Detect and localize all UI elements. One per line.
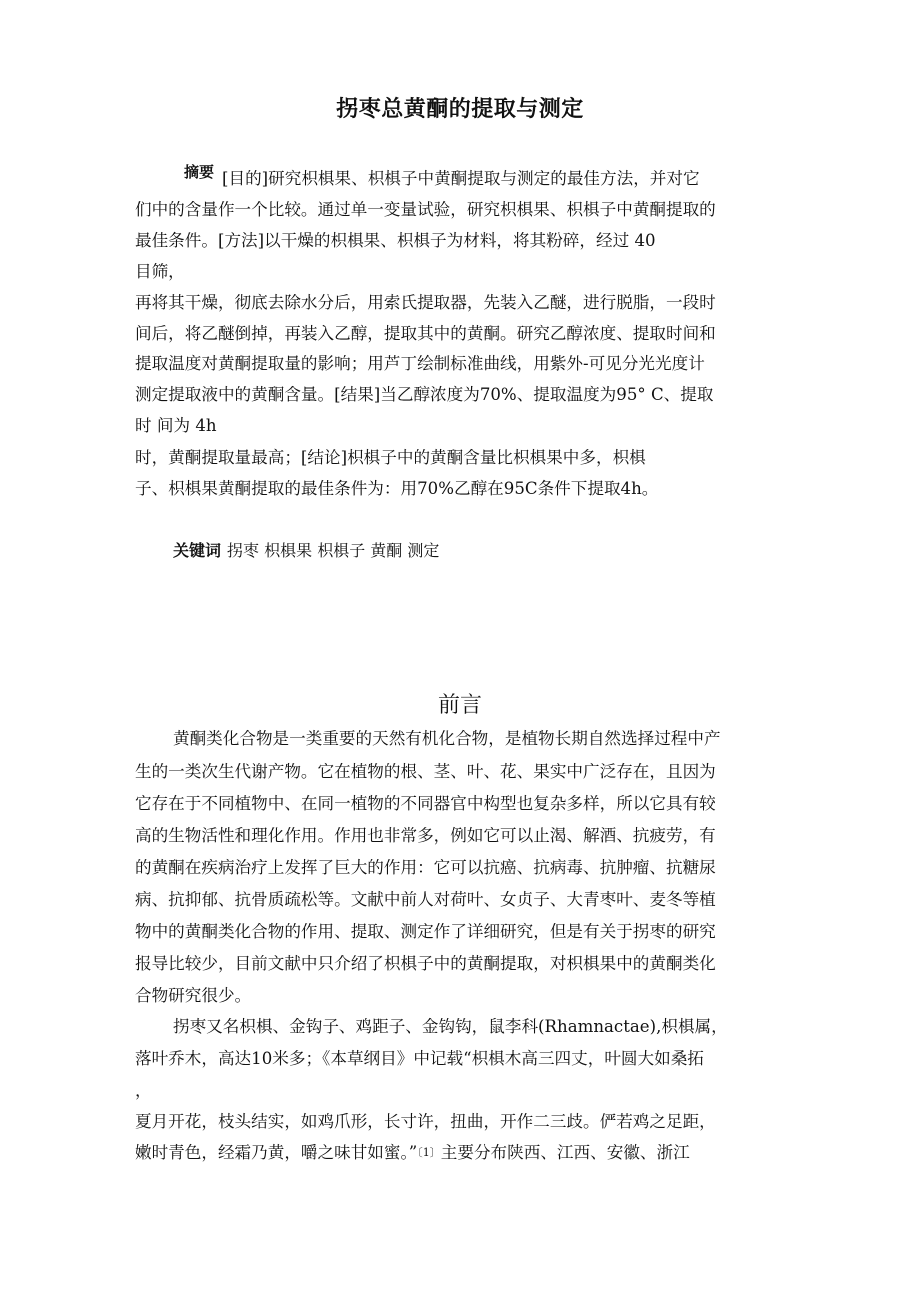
abstract-line: 测定提取液中的黄酮含量。[结果]当乙醇浓度为70%、提取温度为95° C、提取 (135, 385, 714, 404)
intro-line: 高的生物活性和理化作用。作用也非常多，例如它可以止渴、解酒、抗疲劳，有 (135, 826, 716, 845)
abstract-line: 子、枳椇果黄酮提取的最佳条件为：用70%乙醇在95C条件下提取4h。 (135, 479, 659, 498)
document-title: 拐枣总黄酮的提取与测定 (336, 97, 584, 122)
intro-line: 病、抗抑郁、抗骨质疏松等。文献中前人对荷叶、女贞子、大青枣叶、麦冬等植 (135, 890, 716, 909)
abstract-line: 再将其干燥，彻底去除水分后，用索氏提取器，先装入乙醚，进行脱脂，一段时 (135, 293, 716, 312)
abstract-line: 时 间为 4h (135, 416, 217, 435)
section-heading-intro: 前言 (437, 693, 482, 718)
intro-line: 它存在于不同植物中、在同一植物的不同器官中构型也复杂多样，所以它具有较 (135, 794, 716, 813)
keywords-text: 拐枣 枳椇果 枳椇子 黄酮 测定 (227, 541, 440, 560)
keywords-label: 关键词 (173, 541, 222, 560)
intro-line-last (135, 1143, 690, 1163)
intro-line: 物中的黄酮类化合物的作用、提取、测定作了详细研究，但是有关于拐枣的研究 (135, 922, 716, 941)
keywords (173, 538, 439, 561)
abstract-line: 们中的含量作一个比较。通过单一变量试验，研究枳椇果、枳椇子中黄酮提取的 (135, 200, 716, 219)
intro-line: 落叶乔木，高达10米多；《本草纲目》中记载“枳椇木高三四丈，叶圆大如桑拓 (135, 1049, 704, 1068)
abstract-line: 提取温度对黄酮提取量的影响；用芦丁绘制标准曲线，用紫外-可见分光光度计 (135, 354, 705, 373)
intro-line: 合物研究很少。 (135, 986, 252, 1005)
intro-line: ， (135, 1081, 152, 1100)
intro-line: 夏月开花，枝头结实，如鸡爪形，长寸许，扭曲，开作二三歧。俨若鸡之足距， (135, 1112, 716, 1131)
abstract-line: 目筛， (135, 262, 185, 281)
intro-line: 拐枣又名枳椇、金钩子、鸡距子、金钩钩，鼠李科(Rhamnactae),枳椇属， (173, 1017, 728, 1036)
abstract-line: 间后，将乙醚倒掉，再装入乙醇，提取其中的黄酮。研究乙醇浓度、提取时间和 (135, 324, 716, 343)
intro-line: 的黄酮在疾病治疗上发挥了巨大的作用：它可以抗癌、抗病毒、抗肿瘤、抗糖尿 (135, 858, 716, 877)
abstract-line: [目的]研究枳椇果、枳椇子中黄酮提取与测定的最佳方法，并对它 (222, 169, 700, 188)
intro-line: 黄酮类化合物是一类重要的天然有机化合物，是植物长期自然选择过程中产 (173, 729, 721, 748)
intro-line: 生的一类次生代谢产物。它在植物的根、茎、叶、花、果实中广泛存在，且因为 (135, 762, 716, 781)
abstract-line: 最佳条件。[方法]以干燥的枳椇果、枳椇子为材料，将其粉碎，经过 40 (135, 231, 656, 250)
intro-line: 报导比较少，目前文献中只介绍了枳椇子中的黄酮提取，对枳椇果中的黄酮类化 (135, 954, 716, 973)
intro-line-text: 主要分布陕西、江西、安徽、浙江 (440, 1143, 690, 1162)
abstract-line: 时，黄酮提取量最高；[结论]枳椇子中的黄酮含量比枳椇果中多，枳椇 (135, 448, 646, 467)
citation-mark: 〔1〕 (417, 1146, 441, 1159)
abstract-label: 摘要 (184, 163, 215, 181)
intro-line-text: 嫩时青色，经霜乃黄，嚼之味甘如蜜。” (135, 1143, 418, 1162)
